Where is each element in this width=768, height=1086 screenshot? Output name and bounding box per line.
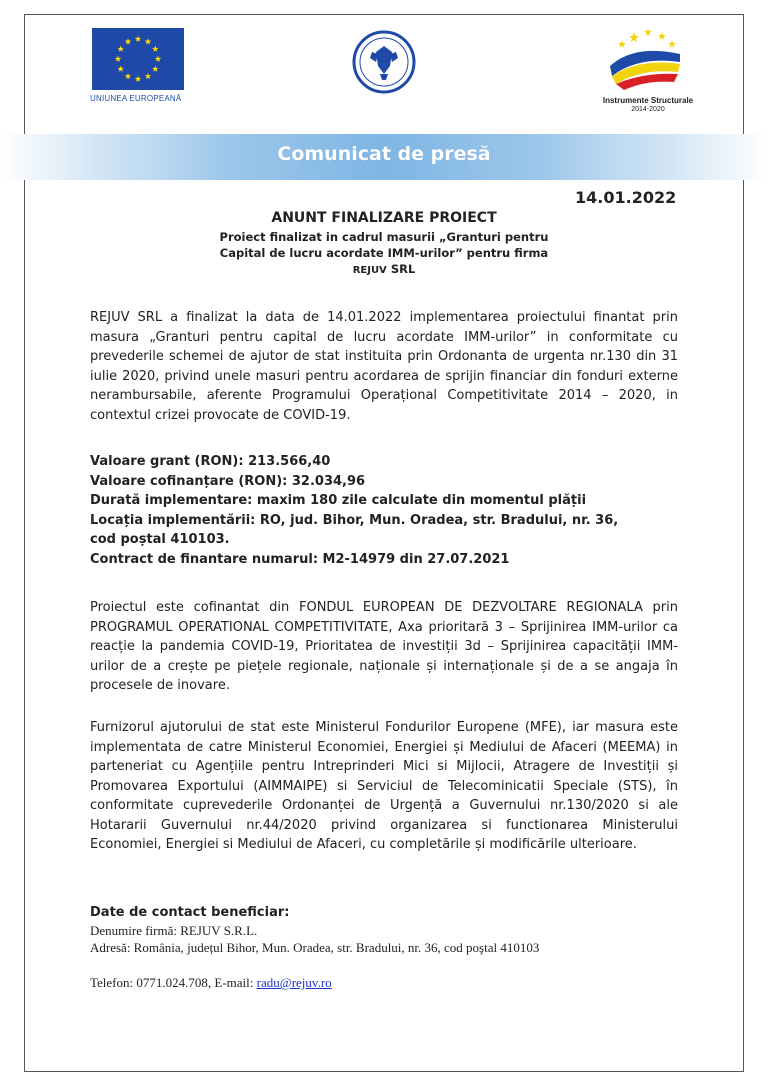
eu-star-icon [152,66,158,72]
subheading [150,229,618,279]
company-prefix: REJUV [352,265,387,276]
detail-cofinancing-value: Valoare cofinanțare (RON): 32.034,96 [90,473,366,489]
eu-star-icon [125,38,131,44]
eu-star-icon [135,36,141,42]
subheading-company [150,261,618,279]
is-caption-years: 2014-2020 [631,106,665,113]
email-link[interactable]: radu@rejuv.ro [256,975,332,990]
eu-star-icon [135,76,141,82]
detail-postal-code: cod poștal 410103. [90,532,230,547]
contact-title: Date de contact beneficiar: [90,905,290,920]
paragraph-cofinancing: Proiectul este cofinantat din FONDUL EUROPEAN DE DEZVOLTARE REGIONALA prin PROGRAMUL OPERATIONAL COMPETITIVITATE, Axa prioritară 3 – Sprijinirea IMM-urilor ca reacție la pandemia COVID-19, Prioritatea de investiții 3d – Sprijinirea capacității IMM-urilor de a crește pe piețele regionale, naționale și internaționale și de a se angaja în procesele de inovare. [90,600,678,693]
banner-title: Comunicat de presă [277,143,491,165]
instrumente-structurale-logo [604,26,686,92]
company-suffix: SRL [386,262,416,276]
project-details [90,452,678,569]
contact-phone: Telefon: 0771.024.708, E-mail: [90,975,257,990]
is-caption-title: Instrumente Structurale [602,96,694,105]
contact-phone-email [90,974,690,991]
eu-caption: UNIUNEA EUROPEANĂ [90,94,182,103]
release-date: 14.01.2022 [575,188,677,207]
detail-location: Locația implementării: RO, jud. Bihor, Mun. Oradea, str. Bradului, nr. 36, [90,512,619,528]
eu-star-icon [155,56,161,62]
eu-star-icon [115,56,121,62]
eu-star-icon [117,66,123,72]
government-seal-logo [352,30,416,94]
detail-grant-value: Valoare grant (RON): 213.566,40 [90,454,331,469]
eu-star-icon [152,46,158,52]
paragraph-intro: REJUV SRL a finalizat la data de 14.01.2022 implementarea proiectului finantat prin masura „Granturi pentru capital de lucru acordate IMM-urilor” in conformitate cu prevederile schemei de ajutor de stat instituita prin Ordonanta de urgenta nr.130 din 31 iulie 2020, privind unele masuri pentru acordarea de sprijin financiar din fonduri externe nerambursabile, aferente Programului Operațional Competitivitate 2014 – 2020, in contextul crizei provocate de COVID-19. [90,310,678,423]
eu-star-icon [145,38,151,44]
eu-flag-logo [92,28,184,90]
eu-star-icon [145,73,151,79]
eu-star-icon [117,46,123,52]
page-title: ANUNT FINALIZARE PROIECT [271,210,497,226]
subheading-line2: Capital de lucru acordate IMM-urilor” pentru firma [219,246,549,260]
eu-star-icon [125,73,131,79]
paragraph-provider: Furnizorul ajutorului de stat este Ministerul Fondurilor Europene (MFE), iar masura este implementata de catre Ministerul Economiei, Energiei și Mediului de Afaceri (MEEMA) in parteneriat cu Agențiile pentru Intreprinderi Mici si Mijlocii, Atragere de Investiții și Promovarea Exportului (AIMMAIPE) si Serviciul de Telecominicatii Speciale (STS), în conformitate cuprevederile Ordonanței de Urgență a Guvernului nr.130/2020 si ale Hotararii Guvernului nr.44/2020 privind organizarea si functionarea Ministerului Economiei, Energiei si Mediului de Afaceri, cu completările și modificările ulterioare. [90,720,678,852]
contact-name: Denumire firmă: REJUV S.R.L. [90,923,258,938]
contact-address: Adresă: România, județul Bihor, Mun. Oradea, str. Bradului, nr. 36, cod poştal 410103 [90,940,540,955]
detail-contract: Contract de finantare numarul: M2-14979 din 27.07.2021 [90,551,510,567]
subheading-line1: Proiect finalizat in cadrul masurii „Granturi pentru [219,230,549,244]
detail-duration: Durată implementare: maxim 180 zile calculate din momentul plății [90,493,587,508]
